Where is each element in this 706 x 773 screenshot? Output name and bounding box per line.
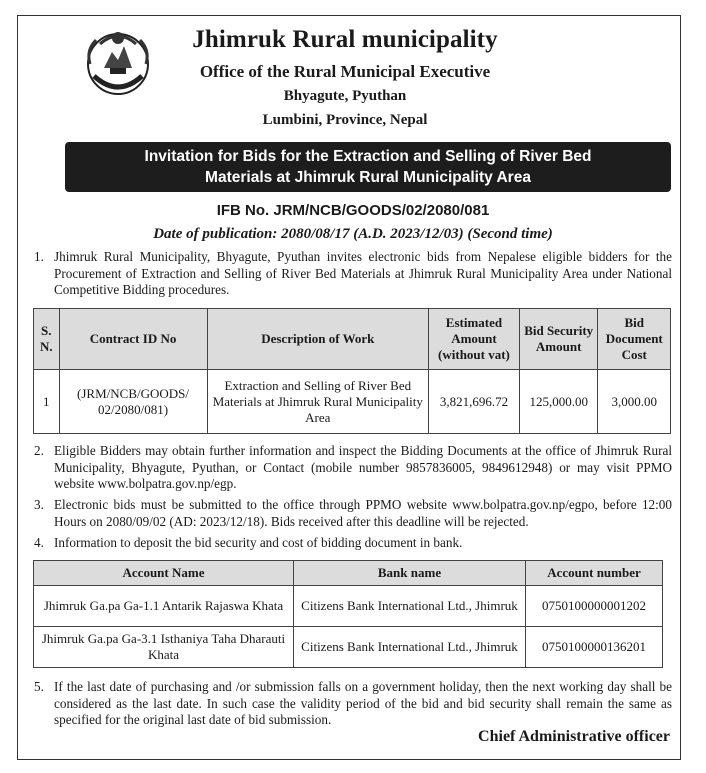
office-name: Office of the Rural Municipal Executive [199,62,491,81]
paragraph-4 [34,535,672,552]
signature-title: Chief Administrative officer [478,728,670,745]
header-account-number: Account number [526,561,663,586]
nepal-government-emblem-icon [80,24,156,100]
header-estimated-amount: Estimated Amount (without vat) [429,309,520,370]
header-bank-name: Bank name [294,561,526,586]
paragraph-number: 3. [34,497,44,512]
paragraph-text: If the last date of purchasing and /or submission falls on a government holiday, then the next working day shall be considered as the last date. In such case the validity period of the bid and bid security shall remain the same as specified for the original last date of bid submission. [54,679,672,727]
bid-table [33,308,671,434]
header-contract-id: Contract ID No [59,309,207,370]
municipality-title: Jhimruk Rural municipality [192,26,498,53]
paragraph-number: 4. [34,535,44,550]
cell-doc-cost: 3,000.00 [598,370,671,434]
table-header-row [34,309,671,370]
cell-account-number: 0750100000001202 [526,586,663,627]
banner-line-1: Invitation for Bids for the Extraction and Selling of River Bed [144,148,592,165]
header-sn: S. N. [34,309,60,370]
publication-date: Date of publication: 2080/08/17 (A.D. 2023/12/03) (Second time) [153,226,553,242]
cell-bid-security: 125,000.00 [519,370,598,434]
cell-description: Extraction and Selling of River Bed Materials at Jhimruk Rural Municipality Area [207,370,429,434]
paragraph-text: Eligible Bidders may obtain further information and inspect the Bidding Documents at the office of Jhimruk Rural Municipality, Bhyagute, Pyuthan, or Contact (mobile number 9857836005, 9849612948) or may visit PPMO website www.bolpatra.gov.np/egp. [54,443,672,491]
address-line-2: Lumbini, Province, Nepal [262,112,428,128]
paragraph-2 [34,443,672,493]
cell-estimated-amount: 3,821,696.72 [429,370,520,434]
paragraph-1 [34,249,672,299]
cell-account-name: Jhimruk Ga.pa Ga-1.1 Antarik Rajaswa Khata [34,586,294,627]
header-bid-security: Bid Security Amount [519,309,598,370]
address-line-1: Bhyagute, Pyuthan [283,88,407,104]
paragraph-number: 5. [34,679,44,694]
header-account-name: Account Name [34,561,294,586]
bank-table [33,560,663,668]
header-description: Description of Work [207,309,429,370]
cell-bank-name: Citizens Bank International Ltd., Jhimruk [294,627,526,668]
paragraph-5 [34,679,672,729]
table-row [34,370,671,434]
paragraph-text: Jhimruk Rural Municipality, Bhyagute, Pyuthan invites electronic bids from Nepalese eligible bidders for the Procurement of Extraction and Selling of River Bed Materials at Jhimruk Rural Municipality Area under National Competitive Bidding procedures. [54,249,672,297]
table-header-row [34,561,663,586]
ifb-number: IFB No. JRM/NCB/GOODS/02/2080/081 [216,202,490,219]
invitation-banner [65,142,671,192]
cell-contract-id: (JRM/NCB/GOODS/ 02/2080/081) [59,370,207,434]
paragraph-text: Electronic bids must be submitted to the office through PPMO website www.bolpatra.gov.np/egpo, before 12:00 Hours on 2080/09/02 (AD: 2023/12/18). Bids received after this deadline will be rejected. [54,497,672,529]
paragraph-3 [34,497,672,530]
cell-sn: 1 [34,370,60,434]
cell-bank-name: Citizens Bank International Ltd., Jhimruk [294,586,526,627]
paragraph-text: Information to deposit the bid security and cost of bidding document in bank. [54,535,463,550]
banner-line-2: Materials at Jhimruk Rural Municipality Area [205,169,531,186]
paragraph-number: 2. [34,443,44,458]
table-row [34,586,663,627]
table-row [34,627,663,668]
header-doc-cost: Bid Document Cost [598,309,671,370]
cell-account-number: 0750100000136201 [526,627,663,668]
cell-account-name: Jhimruk Ga.pa Ga-3.1 Isthaniya Taha Dharauti Khata [34,627,294,668]
paragraph-number: 1. [34,249,44,264]
